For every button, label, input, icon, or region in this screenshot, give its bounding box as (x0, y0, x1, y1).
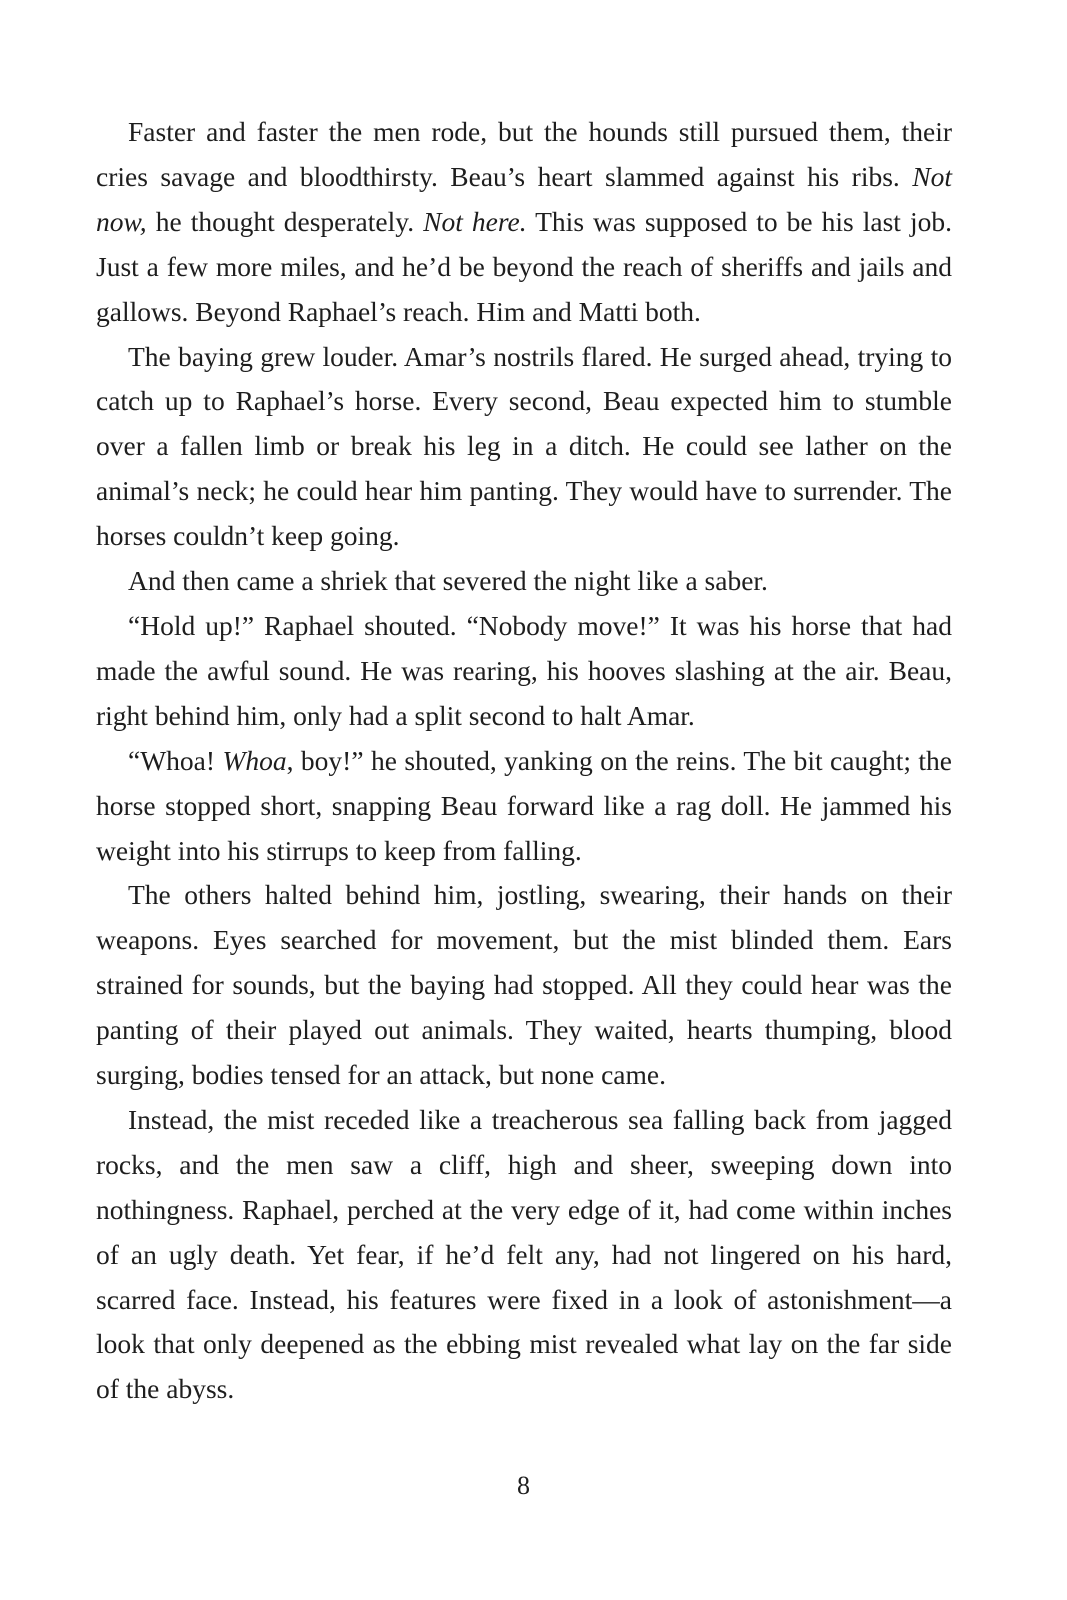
body-text (96, 110, 952, 1412)
italic-not-now: Not now, (96, 160, 952, 237)
page-number: 8 (517, 1471, 530, 1500)
paragraph-2: The baying grew louder. Amar’s nostrils flared. He surged ahead, trying to catch up to Raphael’s horse. Every second, Beau expected him to stumble over a fallen limb or break his leg in a ditch. He could see lather on the animal’s neck; he could hear him panting. They would have to surrender. The horses couldn’t keep going. (96, 340, 952, 552)
paragraph-4: “Hold up!” Raphael shouted. “Nobody move!” It was his horse that had made the awful sound. He was rearing, his hooves slashing at the air. Beau, right behind him, only had a split second to halt Amar. (96, 609, 952, 731)
paragraph-3: And then came a shriek that severed the night like a saber. (128, 565, 768, 597)
paragraph-6: The others halted behind him, jostling, swearing, their hands on their weapons. Eyes searched for movement, but the mist blinded them. Ears strained for sounds, but the baying had stopped. All they could hear was the panting of their played out animals. They waited, hearts thumping, blood surging, bodies tensed for an attack, but none came. (96, 879, 952, 1091)
paragraph-5: “Whoa! Whoa, boy!” he shouted, yanking on the reins. The bit caught; the horse stopped short, snapping Beau forward like a rag doll. He jammed his weight into his stirrups to keep from falling. (96, 744, 952, 866)
paragraph-1: Faster and faster the men rode, but the hounds still pursued them, their cries savage and bloodthirsty. Beau’s heart slammed against his ribs. Not now, he thought desperately. Not here. This was supposed to be his last job. Just a few more miles, and he’d be beyond the reach of sheriffs and jails and gallows. Beyond Raphael’s reach. Him and Matti both. (96, 116, 952, 327)
paragraph-7: Instead, the mist receded like a treacherous sea falling back from jagged rocks, and the men saw a cliff, high and sheer, sweeping down into nothingness. Raphael, perched at the very edge of it, had come within inches of an ugly death. Yet fear, if he’d felt any, had not lingered on his hard, scarred face. Instead, his features were fixed in a look of astonishment—a look that only deepened as the ebbing mist revealed what lay on the far side of the abyss. (96, 1103, 952, 1405)
italic-not-here: Not here. (423, 205, 527, 237)
italic-whoa: Whoa (222, 744, 287, 776)
